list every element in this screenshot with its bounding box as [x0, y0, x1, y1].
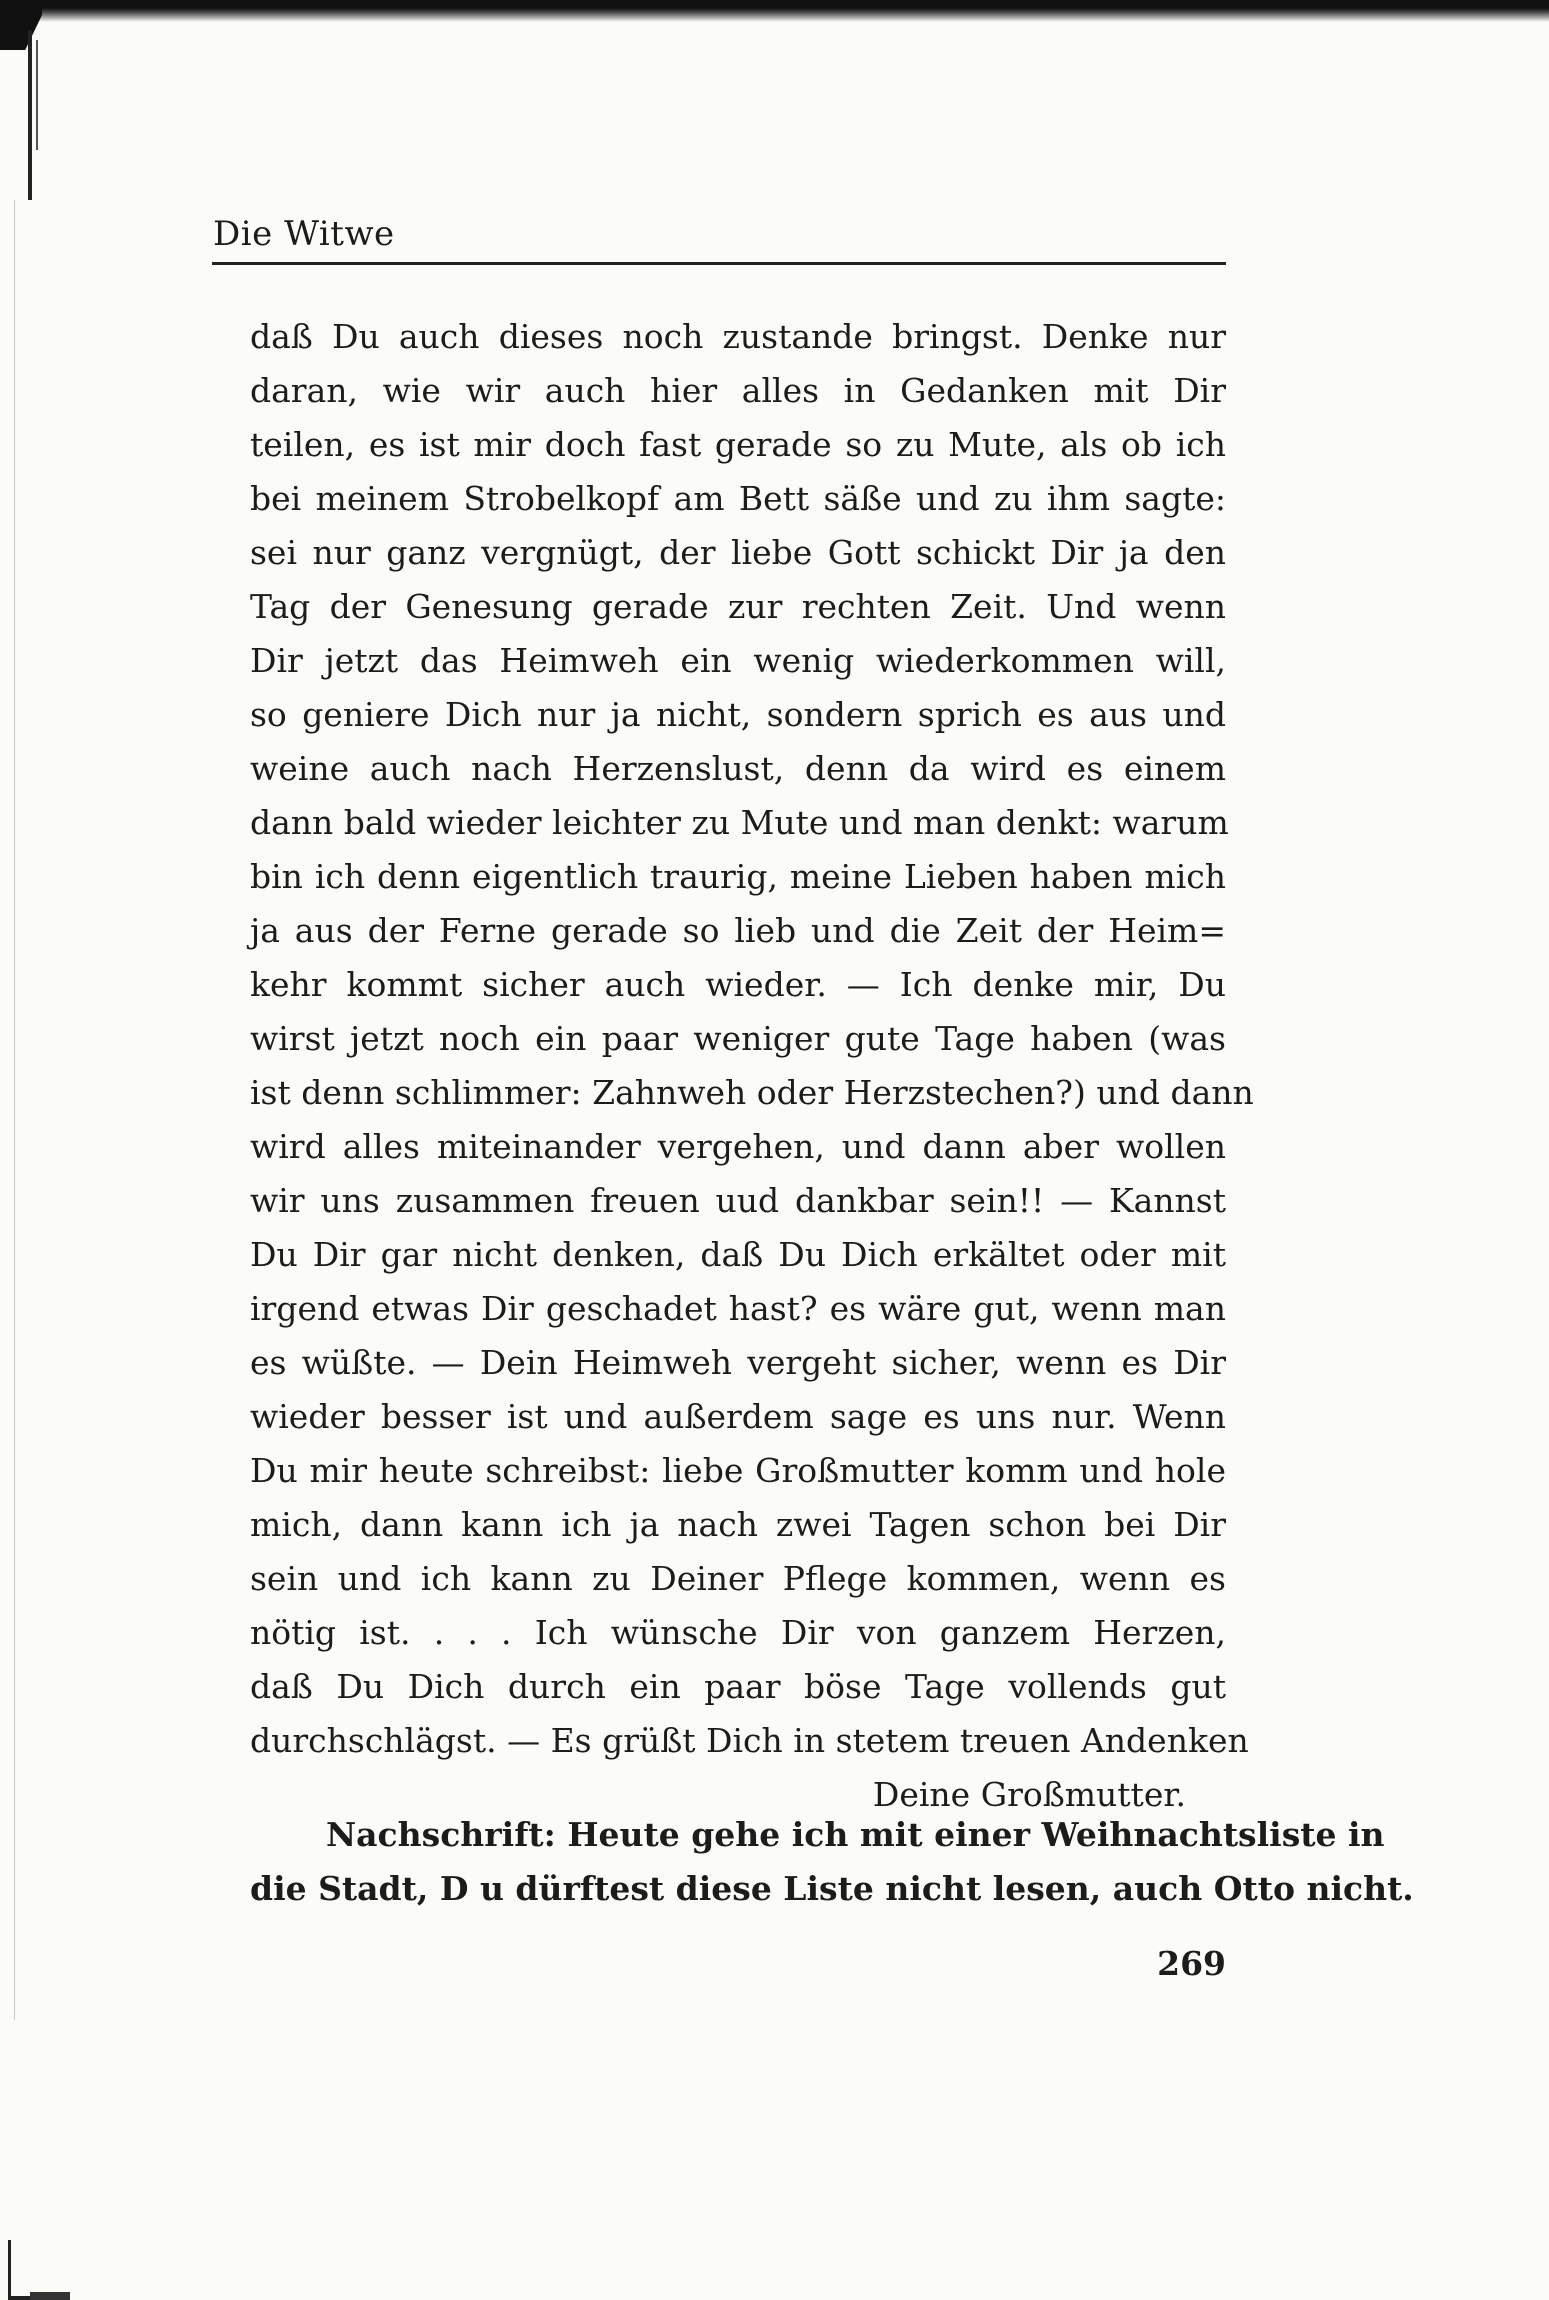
page-number: 269: [1157, 1944, 1226, 1983]
postscript: [250, 1808, 1414, 1916]
body-line: sein und ich kann zu Deiner Pflege kommen, wenn es: [250, 1559, 1226, 1598]
postscript-line: die Stadt, D u dürftest diese Liste nicht lesen, auch Otto nicht.: [250, 1869, 1414, 1908]
body-line: mich, dann kann ich ja nach zwei Tagen schon bei Dir: [250, 1505, 1226, 1544]
body-line: daß Du Dich durch ein paar böse Tage vollends gut: [250, 1667, 1226, 1706]
body-line: irgend etwas Dir geschadet hast? es wäre gut, wenn man: [250, 1289, 1226, 1328]
scan-left-edge: [28, 30, 32, 200]
scan-gutter-line: [14, 200, 15, 2020]
body-line: daß Du auch dieses noch zustande bringst. Denke nur: [250, 317, 1226, 356]
body-line: es wüßte. — Dein Heimweh vergeht sicher, wenn es Dir: [250, 1343, 1226, 1382]
scan-bottom-corner: [8, 2240, 38, 2300]
body-line: Du mir heute schreibst: liebe Großmutter komm und hole: [250, 1451, 1226, 1490]
body-line: wieder besser ist und außerdem sage es uns nur. Wenn: [250, 1397, 1226, 1436]
letter-signature: Deine Großmutter.: [872, 1775, 1186, 1814]
body-line: ja aus der Ferne gerade so lieb und die Zeit der Heim=: [250, 911, 1226, 950]
body-line: Tag der Genesung gerade zur rechten Zeit. Und wenn: [250, 587, 1226, 626]
letter-body: [250, 310, 1254, 1822]
body-line: so geniere Dich nur ja nicht, sondern sprich es aus und: [250, 695, 1226, 734]
body-line: wird alles miteinander vergehen, und dann aber wollen: [250, 1127, 1226, 1166]
scan-bottom-edge: [30, 2292, 70, 2300]
body-line: Du Dir gar nicht denken, daß Du Dich erkältet oder mit: [250, 1235, 1226, 1274]
body-line: bei meinem Strobelkopf am Bett säße und zu ihm sagte:: [250, 479, 1226, 518]
header-rule: [212, 262, 1226, 265]
body-line: durchschlägst. — Es grüßt Dich in stetem treuen Andenken: [250, 1721, 1249, 1760]
scan-top-edge: [0, 0, 1549, 22]
body-line: nötig ist. . . . Ich wünsche Dir von ganzem Herzen,: [250, 1613, 1226, 1652]
body-line: sei nur ganz vergnügt, der liebe Gott schickt Dir ja den: [250, 533, 1226, 572]
scan-left-edge-secondary: [36, 40, 38, 150]
body-line: ist denn schlimmer: Zahnweh oder Herzstechen?) und dann: [250, 1073, 1254, 1112]
body-line: wir uns zusammen freuen uud dankbar sein!! — Kannst: [250, 1181, 1226, 1220]
running-header: Die Witwe: [213, 214, 395, 254]
body-line: bin ich denn eigentlich traurig, meine Lieben haben mich: [250, 857, 1226, 896]
body-line: kehr kommt sicher auch wieder. — Ich denke mir, Du: [250, 965, 1226, 1004]
body-line: daran, wie wir auch hier alles in Gedanken mit Dir: [250, 371, 1226, 410]
body-line: wirst jetzt noch ein paar weniger gute Tage haben (was: [250, 1019, 1226, 1058]
body-line: Dir jetzt das Heimweh ein wenig wiederkommen will,: [250, 641, 1226, 680]
body-line: weine auch nach Herzenslust, denn da wird es einem: [250, 749, 1226, 788]
body-line: dann bald wieder leichter zu Mute und man denkt: warum: [250, 803, 1229, 842]
body-line: teilen, es ist mir doch fast gerade so zu Mute, als ob ich: [250, 425, 1226, 464]
postscript-line: Nachschrift: Heute gehe ich mit einer Weihnachtsliste in: [326, 1815, 1385, 1854]
